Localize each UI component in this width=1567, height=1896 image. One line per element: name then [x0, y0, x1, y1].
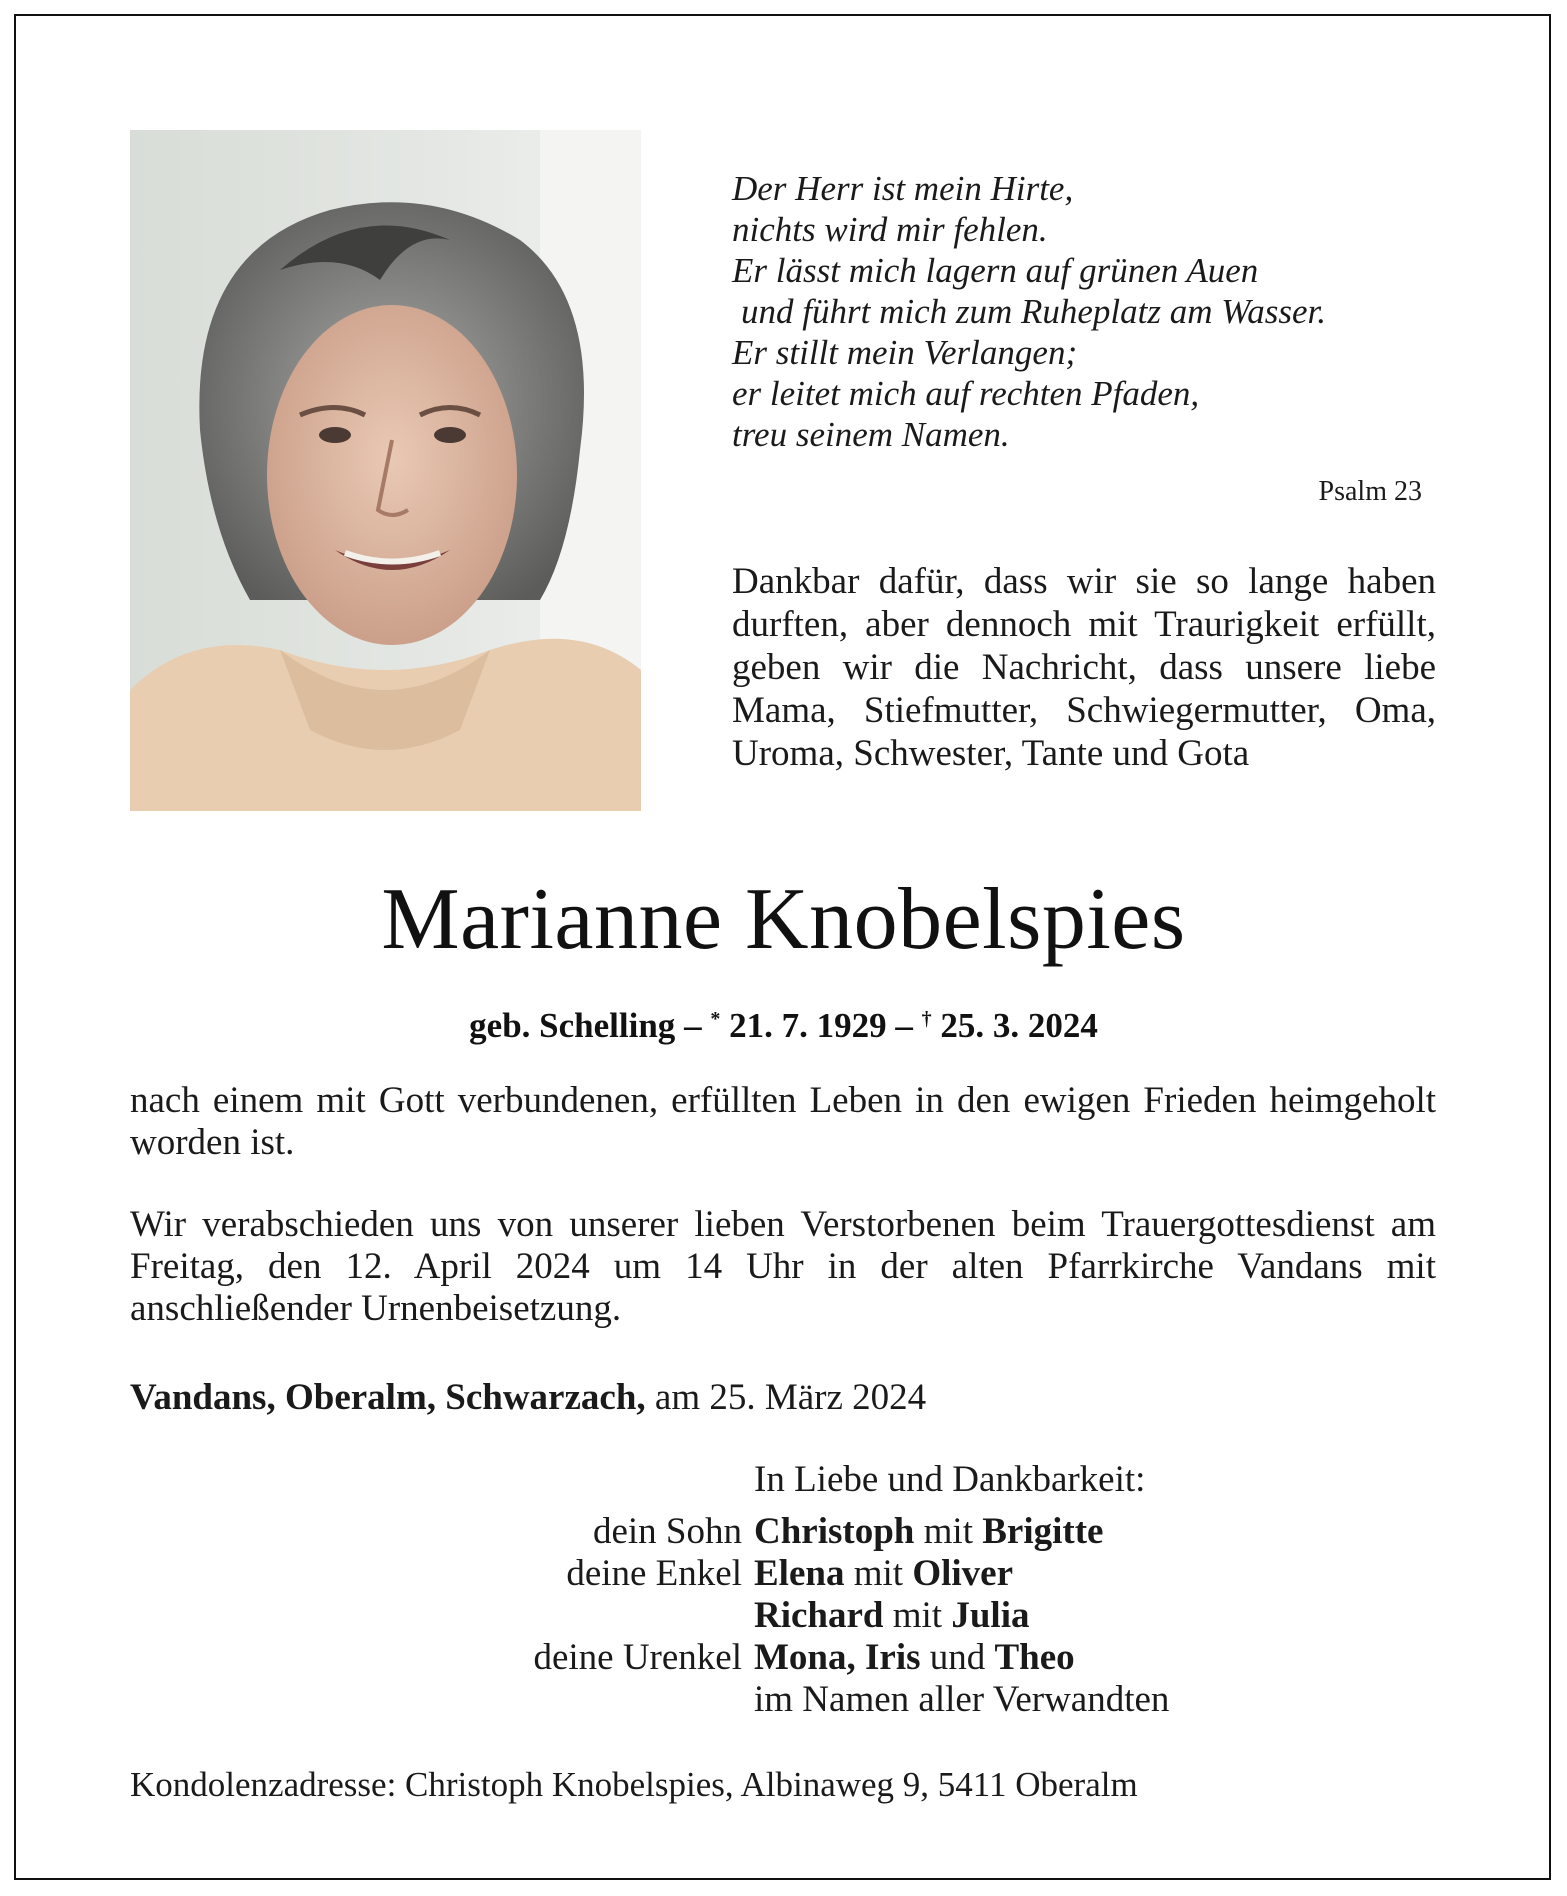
psalm-line: treu seinem Namen.: [732, 415, 1010, 454]
joiner: mit: [892, 1595, 943, 1636]
psalm-line: Er lässt mich lagern auf grünen Auen: [732, 251, 1259, 290]
mourner-name: Elena: [754, 1553, 845, 1594]
psalm-source: Psalm 23: [1318, 476, 1422, 507]
joiner: und: [929, 1637, 986, 1678]
mourner-name: Brigitte: [982, 1511, 1104, 1552]
psalm-line: Er stillt mein Verlangen;: [732, 333, 1078, 372]
relation-empty: [130, 1679, 754, 1721]
psalm-line: er leitet mich auf rechten Pfaden,: [732, 374, 1200, 413]
joiner: mit: [853, 1553, 904, 1594]
joiner: mit: [923, 1511, 973, 1552]
mourner-name: Oliver: [912, 1553, 1013, 1594]
intro-paragraph: Dankbar dafür, dass wir sie so lange haben durften, aber dennoch mit Traurigkeit erfüllt, geben wir die Nachricht, dass unsere liebe Mama, Stiefmutter, Schwiegermutter, Oma, Uroma, Schwester, Tante und Gota: [732, 561, 1436, 774]
mourner-row: [130, 1553, 1450, 1595]
deceased-name: Marianne Knobelspies: [381, 871, 1186, 968]
service-paragraph: Wir verabschieden uns von unserer lieben Verstorbenen beim Trauergottesdienst am Freitag, den 12. April 2024 um 14 Uhr in der alten Pfarrkirche Vandans mit anschließender Urnenbeisetzung.: [130, 1204, 1436, 1329]
family-footer: im Namen aller Verwandten: [754, 1679, 1170, 1720]
mourner-name: Theo: [994, 1637, 1075, 1678]
psalm-verse: [732, 168, 1452, 455]
mourner-row: [130, 1679, 1450, 1721]
place-and-date: [130, 1377, 1436, 1419]
mourner-name: Julia: [951, 1595, 1030, 1636]
mourner-row: [130, 1637, 1450, 1679]
locations: Vandans, Oberalm, Schwarzach,: [130, 1377, 646, 1418]
notice-date: am 25. März 2024: [654, 1377, 927, 1418]
birth-name: geb. Schelling: [469, 1006, 676, 1045]
closing-line: In Liebe und Dankbarkeit:: [754, 1459, 1146, 1500]
mourner-name: Mona, Iris: [754, 1637, 921, 1678]
condolence-address: Kondolenzadresse: Christoph Knobelspies, Albinaweg 9, 5411 Oberalm: [130, 1765, 1138, 1804]
mourner-row: [130, 1511, 1450, 1553]
mourners-list: [130, 1511, 1450, 1721]
life-dates: geb. Schelling – * 21. 7. 1929 – † 25. 3. 2024: [469, 1006, 1098, 1045]
portrait-photo: [130, 130, 641, 811]
relation: deine Urenkel: [533, 1637, 742, 1678]
psalm-line: Der Herr ist mein Hirte,: [732, 169, 1074, 208]
born-symbol: *: [710, 1008, 721, 1030]
mourner-row: [130, 1595, 1450, 1637]
psalm-line: und führt mich zum Ruheplatz am Wasser.: [741, 292, 1326, 331]
birth-date: 21. 7. 1929: [729, 1006, 887, 1045]
mourner-name: Christoph: [754, 1511, 915, 1552]
relation: [130, 1595, 754, 1637]
mourner-name: Richard: [754, 1595, 884, 1636]
relation: deine Enkel: [566, 1553, 742, 1594]
died-symbol: †: [921, 1008, 932, 1030]
death-date: 25. 3. 2024: [940, 1006, 1098, 1045]
relation: dein Sohn: [592, 1511, 742, 1552]
passing-paragraph: nach einem mit Gott verbundenen, erfüllten Leben in den ewigen Frieden heimgeholt worden ist.: [130, 1080, 1436, 1163]
psalm-line: nichts wird mir fehlen.: [732, 210, 1048, 249]
portrait-illustration: [130, 130, 641, 811]
